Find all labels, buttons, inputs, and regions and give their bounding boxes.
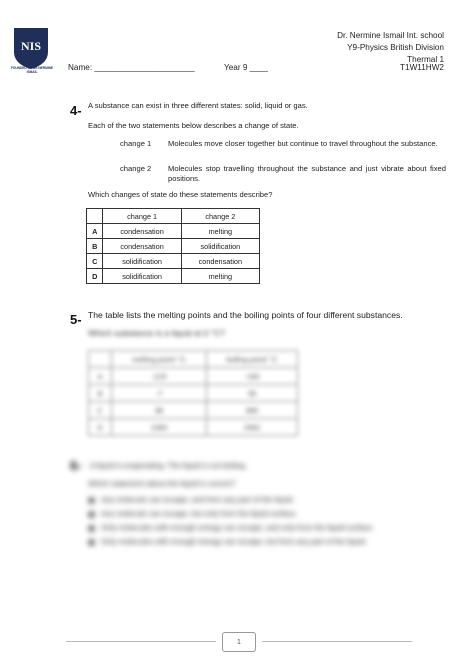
school-name: Dr. Nermine Ismail Int. school — [337, 31, 444, 40]
table-cell: 1083 — [112, 419, 207, 436]
question-6-question: Which statement about the liquid is correct? — [88, 479, 236, 488]
question-6-number: 6- — [70, 458, 82, 473]
change-1-label: change 1 — [120, 139, 152, 148]
table-header-row — [89, 351, 298, 368]
radio-icon — [88, 511, 95, 518]
question-5-text: The table lists the melting points and the boiling points of four different substances. — [88, 310, 403, 320]
table-cell: condensation — [181, 254, 259, 269]
name-field: Name: ______________________ — [68, 63, 195, 72]
question-4-intro: A substance can exist in three different states: solid, liquid or gas. — [88, 101, 308, 110]
table-cell: 58 — [207, 385, 298, 402]
question-6-text: A liquid is evaporating. The liquid is not boiling. — [89, 460, 247, 470]
change-2-text: Molecules stop travelling throughout the substance and just vibrate about fixed positions. — [168, 164, 446, 183]
option-text: Any molecule can escape, but only from the liquid surface. — [101, 509, 298, 518]
table-row — [89, 419, 298, 436]
table-row — [87, 224, 260, 239]
table-cell: 98 — [112, 402, 207, 419]
table-cell: solidification — [103, 269, 181, 284]
unit-title: Thermal 1 — [407, 55, 444, 64]
question-4-statement-intro: Each of the two statements below describes a change of state. — [88, 121, 299, 130]
question-4-number: 4- — [70, 103, 82, 118]
table-cell: melting — [181, 269, 259, 284]
question-4-table — [86, 208, 260, 284]
option-key: D — [87, 269, 103, 284]
radio-icon — [88, 525, 95, 532]
answer-option[interactable] — [88, 495, 450, 505]
footer-divider-right — [262, 641, 412, 642]
division: Y9-Physics British Division — [347, 43, 444, 52]
table-row — [87, 254, 260, 269]
question-6-block — [70, 458, 450, 551]
footer-divider-left — [66, 641, 216, 642]
radio-icon — [88, 497, 95, 504]
page-number — [222, 632, 256, 652]
table-cell: -7 — [112, 385, 207, 402]
school-logo — [10, 26, 52, 70]
option-text: Only molecules with enough energy can escape, but from any part of the liquid. — [101, 537, 367, 546]
table-header-cell: boiling point/ °C — [207, 351, 298, 368]
answer-option[interactable] — [88, 537, 450, 547]
radio-icon — [88, 539, 95, 546]
change-2-label: change 2 — [120, 164, 152, 173]
option-key: C — [89, 402, 112, 419]
change-1-text: Molecules move closer together but continue to travel throughout the substance. — [168, 139, 438, 148]
logo-text: NIS — [20, 39, 42, 53]
table-cell: condensation — [103, 239, 181, 254]
question-5-table — [88, 350, 298, 436]
option-key: C — [87, 254, 103, 269]
table-cell: condensation — [103, 224, 181, 239]
option-key: B — [87, 239, 103, 254]
table-cell: -219 — [112, 368, 207, 385]
table-row — [89, 368, 298, 385]
question-4-question: Which changes of state do these statements describe? — [88, 190, 273, 199]
table-cell: melting — [181, 224, 259, 239]
table-cell: solidification — [181, 239, 259, 254]
table-cell: 2582 — [207, 419, 298, 436]
table-cell: 890 — [207, 402, 298, 419]
option-text: Only molecules with enough energy can escape, and only from the liquid surface. — [101, 523, 375, 532]
table-row — [87, 269, 260, 284]
table-header-cell: melting point/ °C — [112, 351, 207, 368]
table-header-cell — [87, 209, 103, 224]
table-header-row — [87, 209, 260, 224]
option-text: Any molecule can escape, and from any part of the liquid. — [101, 495, 295, 504]
homework-code: T1W11HW2 — [400, 63, 444, 72]
table-row — [89, 402, 298, 419]
answer-option[interactable] — [88, 509, 450, 519]
year-field: Year 9 ____ — [224, 63, 268, 72]
table-cell: -183 — [207, 368, 298, 385]
answer-option[interactable] — [88, 523, 450, 533]
option-key: B — [89, 385, 112, 402]
table-header-cell: change 1 — [103, 209, 181, 224]
table-cell: solidification — [103, 254, 181, 269]
option-key: D — [89, 419, 112, 436]
question-5-question: Which substance is a liquid at 0 °C? — [88, 328, 226, 338]
question-5-number: 5- — [70, 312, 82, 327]
table-row — [87, 239, 260, 254]
option-key: A — [89, 368, 112, 385]
table-header-cell — [89, 351, 112, 368]
school-info — [337, 30, 444, 66]
table-header-cell: change 2 — [181, 209, 259, 224]
page-number-text: 1 — [237, 638, 241, 646]
logo-subtitle: FOUNDED BY DR.NERMINE ISMAIL — [10, 66, 54, 74]
table-row — [89, 385, 298, 402]
option-key: A — [87, 224, 103, 239]
